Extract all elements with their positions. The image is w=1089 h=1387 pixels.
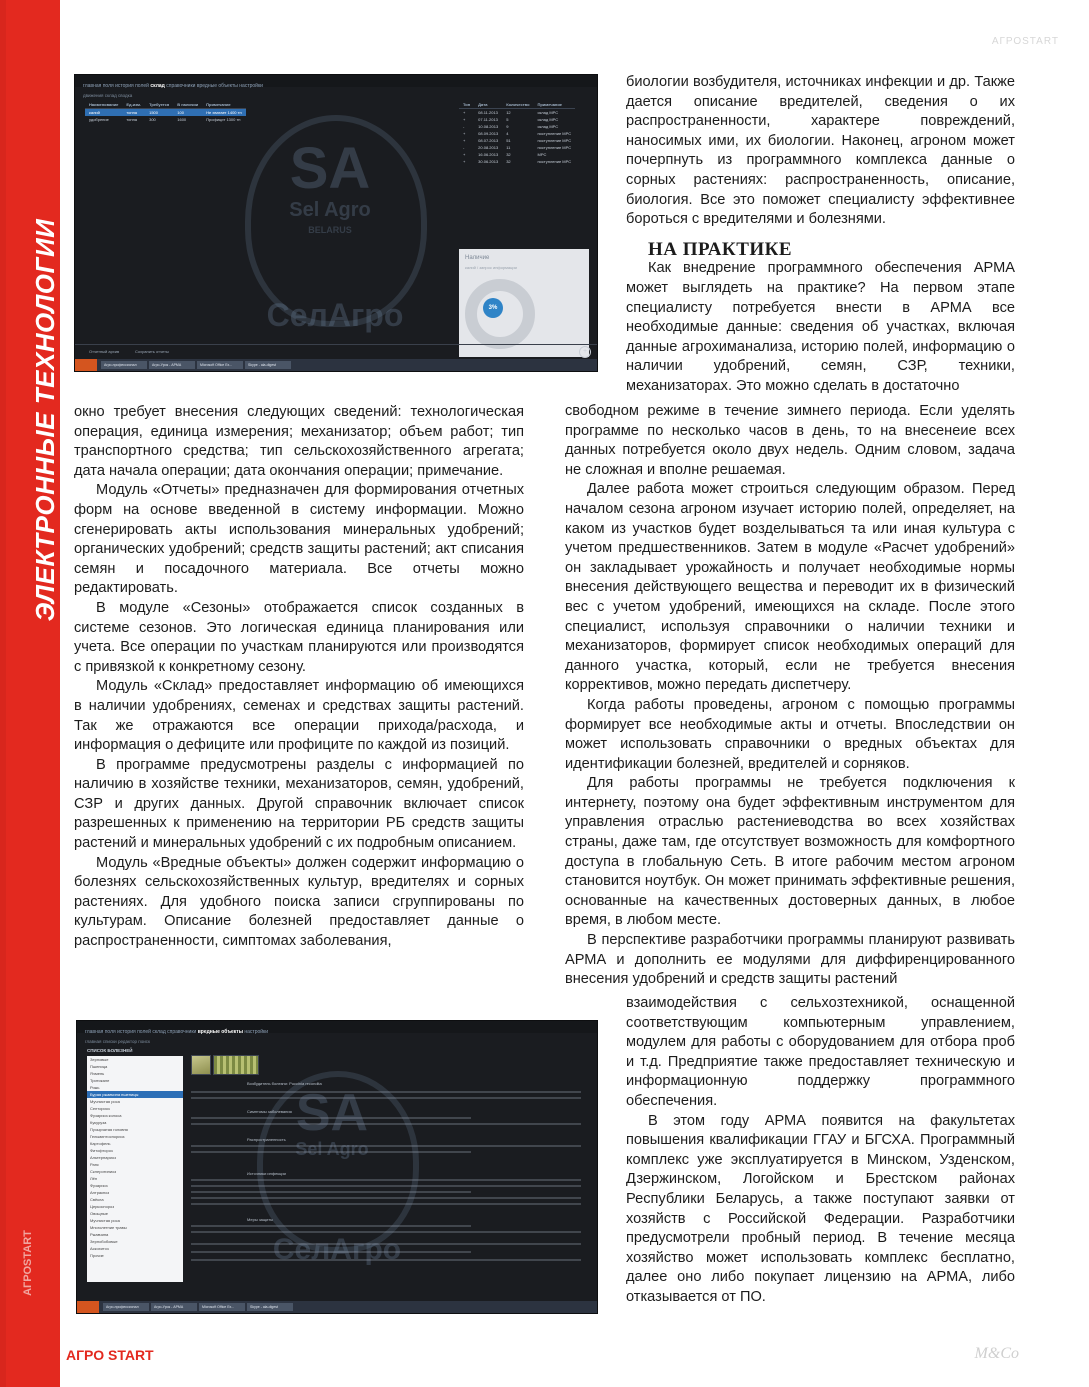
watermark-sel-agro: Sel Agro xyxy=(295,1139,369,1159)
status-right[interactable]: Сохранить отчеты xyxy=(135,349,169,354)
disease-photo-1 xyxy=(191,1055,211,1075)
watermark-cyrillic: СелАгро xyxy=(266,297,404,333)
paragraph: Модуль «Вредные объекты» должен содержит информацию о болезнях сельскохозяйственных культур, вредителях и сорных растениях. Для удобного поиска записи сгруппированы по культурам. Описание болезней предоставляет данные о распространенности, симптомах заболевания, xyxy=(74,854,524,950)
subtab[interactable]: списки xyxy=(102,1039,118,1044)
table-cell: 20.08.2013 xyxy=(478,145,499,150)
table-cell: 100 xyxy=(173,109,202,117)
menu-item[interactable]: вредные объекты xyxy=(197,1029,245,1035)
tree-item[interactable]: Фузариоз xyxy=(90,1183,108,1188)
tree-item[interactable]: Рапс xyxy=(90,1162,99,1167)
start-button[interactable] xyxy=(77,1301,99,1313)
subtab[interactable]: редактор xyxy=(117,1039,139,1044)
doc-text-line xyxy=(191,1091,581,1093)
table-cell: поступление МРС xyxy=(537,138,572,143)
table-row[interactable] xyxy=(85,116,246,123)
doc-section-title: Симптомы заболевания xyxy=(247,1109,292,1114)
menu-item[interactable]: склад xyxy=(152,1029,168,1035)
section-sidebar xyxy=(0,0,60,1387)
menu-item[interactable]: поля xyxy=(104,1029,118,1035)
tree-item[interactable]: Аскохитоз xyxy=(90,1246,109,1251)
taskbar-item[interactable]: Skype - ala-digest xyxy=(247,1303,293,1311)
table-cell: + xyxy=(463,110,466,115)
menu-item[interactable]: главная xyxy=(83,83,103,89)
tree-item[interactable]: Бурая ржавчина пшеницы xyxy=(87,1091,183,1098)
card-title: Наличие xyxy=(465,255,490,261)
table-cell: 1600 xyxy=(177,117,187,122)
column-header[interactable]: Требуется xyxy=(145,101,173,109)
doc-section-title: Меры защиты xyxy=(247,1217,274,1222)
table-cell: удобрение xyxy=(89,117,109,122)
taskbar-item[interactable]: Microsoft Office Ex... xyxy=(197,361,243,369)
paragraph: взаимодействия с сельхозтехникой, оснащенной соответствующим компьютерным управлением, модулем для работы с оборудованием для отбора проб и т.д. Предприятие также предоставляет техническую и информационную поддержку программного обеспечения. xyxy=(626,995,1015,1109)
paragraph: Далее работа может строиться следующим образом. Перед началом сезона агроном изучает историю полей, определяет, на каком из участков будет возделываться та или иная культура с учетом предшественников. Затем в модуле «Расчет удобрений» он закладывает урожайность и получает необходимые нормы внесения действующего вещества и переводит их в физический вес с учетом удобрений, имеющихся на складе. После этого специалист, используя справочники о наличии техники и механизаторов, формирует список необходимых операций для данного участка, который, если не требуется внесения коррективов, можно передать диспетчеру. xyxy=(565,481,1015,694)
tree-item[interactable]: Ячмень xyxy=(90,1071,105,1076)
status-left[interactable]: Отчетный архив xyxy=(89,349,120,354)
doc-text-line xyxy=(191,1243,581,1245)
column-right-bottom xyxy=(626,994,1015,1308)
tree-item[interactable]: Зернобобовые xyxy=(90,1239,118,1244)
subtab[interactable]: поиск xyxy=(138,1039,150,1044)
column-header[interactable]: Дата xyxy=(474,101,502,109)
table-row[interactable] xyxy=(459,158,575,165)
stock-table xyxy=(85,101,246,123)
disease-photo-2 xyxy=(213,1055,259,1075)
app-menu xyxy=(85,1029,268,1035)
tree-item[interactable]: Фитофтороз xyxy=(90,1148,113,1153)
footer-signature: M&Co xyxy=(974,1345,1019,1362)
paragraph: В модуле «Сезоны» отображается список созданных в системе сезонов. Это логическая единица планирования или учета. Все операции по участкам планируются или производятся с привязкой к конкретному сезону. xyxy=(74,599,524,675)
table-cell: тонна xyxy=(126,117,138,122)
table-cell: 16.06.2013 xyxy=(478,152,499,157)
screenshot-warehouse xyxy=(74,74,598,372)
table-cell: склад МРС xyxy=(537,124,559,129)
doc-text-line xyxy=(191,1197,581,1199)
table-cell: поступление МРС xyxy=(537,159,572,164)
menu-item[interactable]: склад xyxy=(150,83,167,89)
table-cell: + xyxy=(463,152,466,157)
doc-text-line xyxy=(191,1179,581,1181)
table-cell: поступление МРС xyxy=(537,131,572,136)
table-cell: 32 xyxy=(506,152,511,157)
table-row[interactable] xyxy=(459,116,575,123)
table-cell: 30.06.2013 xyxy=(478,159,499,164)
table-cell: + xyxy=(463,117,466,122)
table-cell: поступление МРС xyxy=(537,145,572,150)
paragraph: свободном режиме в течение зимнего периода. Если уделять программе по несколько часов в день, то на внесенеие всех данных потребуется около двух недель. Одним словом, задача не сложная и вполне решаемая. xyxy=(565,403,1015,478)
table-cell: 10.08.2013 xyxy=(478,124,499,129)
card-subtitle: калий / запрос информации xyxy=(465,265,517,270)
table-cell: 1500 xyxy=(145,109,173,117)
tree-item[interactable]: Тритикале xyxy=(90,1078,110,1083)
table-cell: калий xyxy=(85,109,122,117)
table-cell: склад МРС xyxy=(537,117,559,122)
tree-item[interactable]: Склеротиниоз xyxy=(90,1169,117,1174)
column-header[interactable]: В наличии xyxy=(173,101,202,109)
tree-item[interactable]: Свёкла xyxy=(90,1197,104,1202)
doc-text-line xyxy=(191,1231,581,1233)
doc-text-line xyxy=(191,1145,581,1147)
watermark-belarus: BELARUS xyxy=(308,225,352,235)
table-cell: 08.11.2013 xyxy=(478,110,498,115)
sidebar-brand: АГРОSTART xyxy=(22,1230,34,1296)
table-cell: 08.09.2013 xyxy=(478,131,499,136)
column-header[interactable]: Ед.изм. xyxy=(122,101,145,109)
menu-item[interactable]: вредные объекты xyxy=(196,83,240,89)
table-cell: 32 xyxy=(506,159,511,164)
tree-item[interactable]: Зерновые xyxy=(90,1057,109,1062)
tree-item[interactable]: Прочие xyxy=(90,1253,104,1258)
menu-item[interactable]: настройки xyxy=(239,83,263,89)
footer-brand: АГРО START xyxy=(66,1347,154,1363)
doc-text-line xyxy=(191,1151,471,1153)
windows-taskbar xyxy=(75,359,597,371)
watermark-sa: SA xyxy=(289,136,371,201)
disease-list-title: СПИСОК БОЛЕЗНЕЙ xyxy=(87,1048,133,1053)
table-cell: 5 xyxy=(506,117,509,122)
watermark-sel-agro: Sel Agro xyxy=(289,199,371,221)
taskbar-item[interactable]: Агро-профессионал xyxy=(103,1303,149,1311)
table-cell: тонна xyxy=(122,109,145,117)
taskbar-item[interactable]: Microsoft Office Ex... xyxy=(199,1303,245,1311)
taskbar-item[interactable]: Агро-Урок - АРМА xyxy=(151,1303,197,1311)
availability-value: 3% xyxy=(483,298,503,318)
subtab[interactable]: сводка xyxy=(118,93,133,98)
tree-item[interactable]: Рожь xyxy=(90,1085,100,1090)
table-cell: Не хватает 1400 тн xyxy=(202,109,246,117)
table-row[interactable] xyxy=(459,144,575,151)
tree-item[interactable]: Фузариоз колоса xyxy=(90,1113,122,1118)
table-cell: 07.11.2013 xyxy=(478,117,498,122)
table-cell: склад МРС xyxy=(537,110,559,115)
paragraph: В перспективе разработчики программы планируют развивать АРМА и дополнить ее модулями для диффиренцированного внесения удобрений и средств защиты растений xyxy=(565,932,1015,988)
table-row[interactable] xyxy=(459,130,575,137)
menu-item[interactable]: настройки xyxy=(244,1029,269,1035)
doc-text-line xyxy=(191,1191,471,1193)
column-right-top xyxy=(626,73,1015,397)
windows-taskbar xyxy=(77,1301,597,1313)
column-header[interactable]: Наименование xyxy=(85,101,122,109)
app-subtabs xyxy=(85,1039,150,1044)
table-cell: + xyxy=(463,138,466,143)
table-cell: 51 xyxy=(506,138,511,143)
column-header[interactable]: Тип xyxy=(459,101,474,109)
subtab[interactable]: движения xyxy=(83,93,105,98)
doc-text-line xyxy=(191,1097,581,1099)
movements-table xyxy=(459,101,575,165)
table-cell: - xyxy=(463,145,465,150)
menu-item[interactable]: история полей xyxy=(117,1029,153,1035)
column-left xyxy=(74,403,524,952)
tree-item[interactable]: Лён xyxy=(90,1176,98,1181)
taskbar-item[interactable]: Skype - ala-digest xyxy=(245,361,291,369)
section-heading: НА ПРАКТИКЕ xyxy=(648,238,793,260)
tree-item[interactable]: Пшеница xyxy=(90,1064,108,1069)
menu-item[interactable]: справочники xyxy=(167,1029,198,1035)
doc-section-title: Распространенность xyxy=(247,1137,286,1142)
menu-item[interactable]: поля xyxy=(102,83,116,89)
table-cell: - xyxy=(463,124,465,129)
table-row[interactable] xyxy=(459,109,575,117)
tree-item[interactable]: Септориоз xyxy=(90,1106,110,1111)
subtab[interactable]: главная xyxy=(85,1039,103,1044)
table-cell: 11 xyxy=(506,145,511,150)
add-icon[interactable]: + xyxy=(579,346,591,358)
table-row[interactable] xyxy=(459,123,575,130)
table-cell: 12 xyxy=(506,110,511,115)
doc-text-line xyxy=(191,1117,471,1119)
tree-item[interactable]: Мучнистая роса xyxy=(90,1099,120,1104)
table-cell: 4 xyxy=(506,131,509,136)
start-button[interactable] xyxy=(75,359,97,371)
table-cell: МРС xyxy=(537,152,547,157)
column-header[interactable]: Количество xyxy=(502,101,533,109)
paragraph: Как внедрение программного обеспечения АРМА может выглядеть на практике? На первом этапе специалисту потребуется внести в АРМА все необходимые данные: сведения об участках, включая данные агрохиманализа, историю полей, информацию о наличии удобрений, семян, СЗР, техники, механизаторах. Это можно сделать в достаточно xyxy=(626,260,1015,394)
app-menu xyxy=(83,83,263,89)
table-row[interactable] xyxy=(459,137,575,144)
table-cell: Профицит 1300 тн xyxy=(206,117,241,122)
doc-text-line xyxy=(191,1251,471,1253)
tree-item[interactable]: Антракноз xyxy=(90,1190,110,1195)
subtab[interactable]: склад xyxy=(104,93,119,98)
paragraph: окно требует внесения следующих сведений: технологическая операция, единица измерения; механизатор; объем работ; тип транспортного средства; тип сельскохозяйственного агрегата; дата начала операции; дата окончания операции; примечание. xyxy=(74,404,524,479)
header-brand: АГРОSTART xyxy=(991,36,1059,47)
menu-item[interactable]: справочники xyxy=(166,83,197,89)
availability-card xyxy=(459,249,589,357)
paragraph: В программе предусмотрены разделы с информацией по наличию в хозяйстве техники, механизаторов, семян, удобрений, СЗР и других данных. Другой справочник включает список разрешенных к применению на территории РБ средств защиты растений и минеральных удобрений с их подробным описанием. xyxy=(74,756,524,852)
table-cell: 9 xyxy=(506,124,509,129)
column-right-middle xyxy=(565,402,1015,990)
table-cell: + xyxy=(463,159,466,164)
column-header[interactable]: Примечание xyxy=(534,101,576,109)
paragraph: Для работы программы не требуется подключения к интернету, поэтому она будет эффективным инструментом для управления отраслью растениеводства во всех хозяйствах страны, даже там, где отсутствует возможность для комфортного доступа в глобальную Сеть. В итоге рабочим местом агроном становится ноутбук. Он может принимать эффективные решения, основанные на качественных достоверных данных, в любое время, в любом месте. xyxy=(565,775,1015,929)
watermark-cyrillic: СелАгро xyxy=(272,1233,402,1266)
doc-text-line xyxy=(191,1185,581,1187)
table-cell: 300 xyxy=(149,117,156,122)
table-row[interactable] xyxy=(85,109,246,117)
paragraph: Когда работы проведены, агроном с помощью программы формирует все необходимые акты и отчеты. Впоследствии он может использовать справочники о вредных объектах для идентификации болезней, вредителей и сорняков. xyxy=(565,696,1015,772)
doc-section-title: Источники инфекции xyxy=(247,1171,286,1176)
column-header[interactable]: Примечание xyxy=(202,101,246,109)
tree-item[interactable]: Гельминтоспориоз xyxy=(90,1134,125,1139)
table-cell: + xyxy=(463,131,466,136)
doc-text-line xyxy=(191,1225,471,1227)
screenshot-harmful-objects xyxy=(76,1020,598,1314)
app-subtabs xyxy=(83,93,132,98)
tree-item[interactable]: Пузырчатая головня xyxy=(90,1127,128,1132)
status-bar xyxy=(75,344,597,359)
disease-tree xyxy=(87,1056,183,1282)
tree-item[interactable]: Многолетние травы xyxy=(90,1225,127,1230)
tree-item[interactable]: Альтернариоз xyxy=(90,1155,116,1160)
tree-item[interactable]: Церкоспороз xyxy=(90,1204,115,1209)
tree-item[interactable]: Мучнистая роса xyxy=(90,1218,120,1223)
section-title: ЭЛЕКТРОННЫЕ ТЕХНОЛОГИИ xyxy=(30,218,60,622)
paragraph: В этом году АРМА появится на факультетах повышения квалификации ГГАУ и БГСХА. Программный комплекс уже эксплуатируется в Минском, Узденском, Дзержинском, Логойском и Брестском районах Республики Беларусь, а также поступают заявки от хозяйств с Российской Федерации. Разработчики предусмотрели пробный период. В течение месяца хозяйство может использовать комплекс бесплатно, далее оно либо покупает лицензию на АРМА, либо отказывается от ПО. xyxy=(626,1112,1015,1305)
tree-item[interactable]: Ржавчина xyxy=(90,1232,109,1237)
tree-item[interactable]: Овощные xyxy=(90,1211,109,1216)
paragraph: Модуль «Склад» предоставляет информацию об имеющихся в наличии удобрениях, семенах и средствах защиты растений. Так же отражаются все операции прихода/расхода, и информация о дефиците или профиците по каждой из позиций. xyxy=(74,678,524,754)
taskbar-item[interactable]: Агро-Урок - АРМА xyxy=(149,361,195,369)
tree-item[interactable]: Картофель xyxy=(90,1141,111,1146)
table-row[interactable] xyxy=(459,151,575,158)
doc-section-title: Возбудитель болезни: Puccinia recondita xyxy=(247,1081,322,1086)
doc-text-line xyxy=(191,1203,581,1205)
paragraph: биологии возбудителя, источниках инфекции и др. Также дается описание вредителей, сведения о их распространенности, характере повреждений, наносимых ими, их биологии. Наконец, агроном может почерпнуть из программного комплекса данные о сорных растениях: распространенность, описание, биология. Все это поможет специалисту эффективнее бороться с вредителями и болезнями. xyxy=(626,74,1015,228)
taskbar-item[interactable]: Агро-профессионал xyxy=(101,361,147,369)
watermark-sa: SA xyxy=(295,1084,369,1142)
menu-item[interactable]: история полей xyxy=(115,83,151,89)
table-cell: 08.07.2013 xyxy=(478,138,499,143)
paragraph: Модуль «Отчеты» предназначен для формирования отчетных форм на основе введенной в систему информации. Можно сгенерировать акты использования минеральных удобрений; органических удобрений; средств защиты растений; акт списания семян и посадочного материала. Все отчеты можно редактировать. xyxy=(74,482,524,597)
doc-text-line xyxy=(191,1123,581,1125)
tree-item[interactable]: Кукуруза xyxy=(90,1120,107,1125)
doc-text-line xyxy=(191,1259,581,1261)
menu-item[interactable]: главная xyxy=(85,1029,105,1035)
